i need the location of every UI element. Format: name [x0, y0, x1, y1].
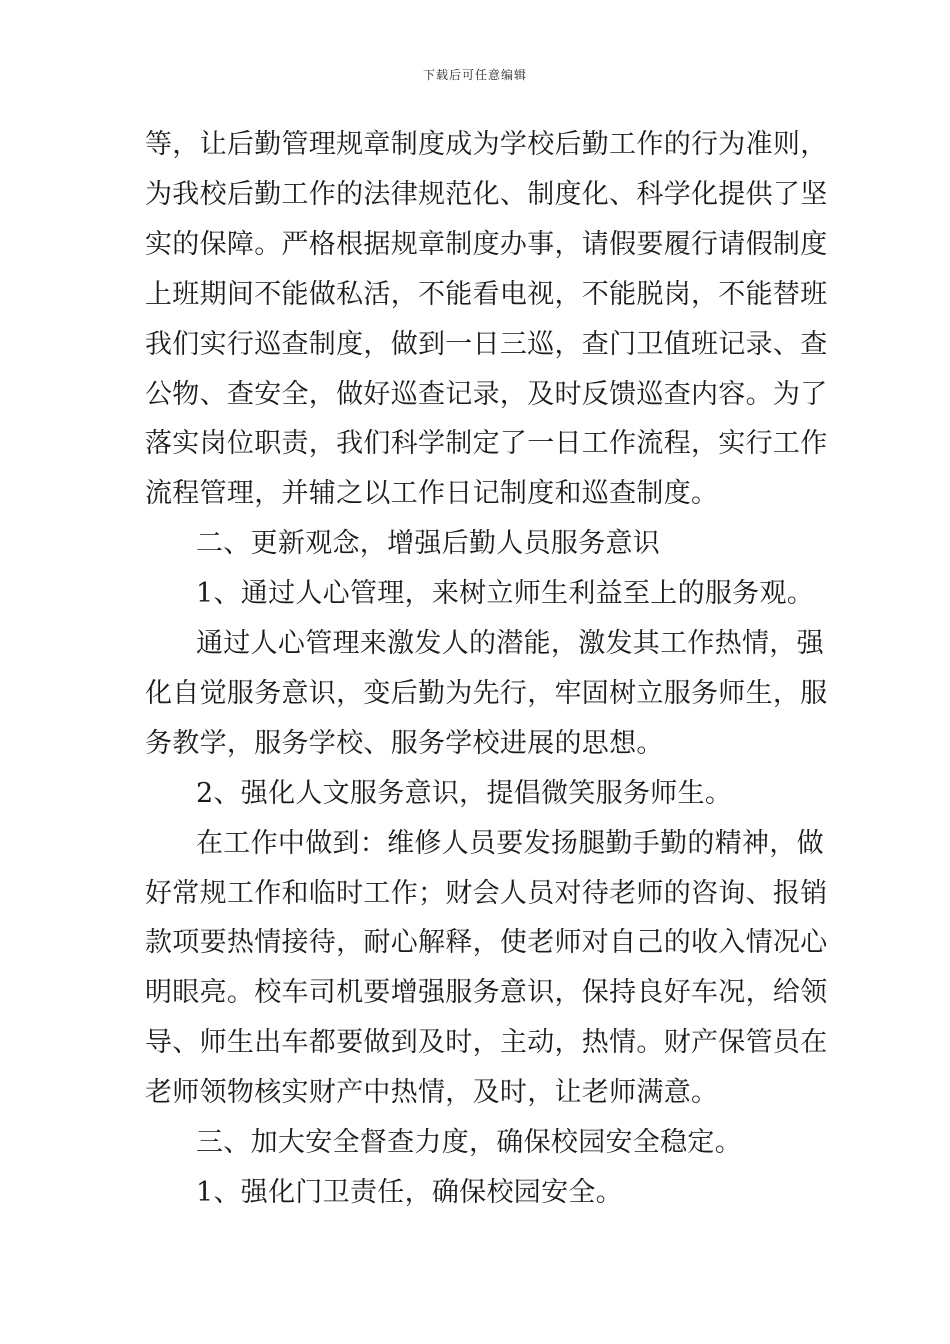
page-header: 下载后可任意编辑 — [422, 68, 527, 82]
text-line: 1、强化门卫责任，确保校园安全。 — [196, 1176, 623, 1208]
text-line: 落实岗位职责，我们科学制定了一日工作流程，实行工作 — [145, 428, 828, 460]
text-line: 等，让后勤管理规章制度成为学校后勤工作的行为准则， — [145, 129, 828, 160]
text-line: 二、更新观念，增强后勤人员服务意识 — [196, 528, 661, 560]
text-line: 为我校后勤工作的法律规范化、制度化、科学化提供了坚 — [145, 178, 828, 210]
text-line: 化自觉服务意识，变后勤为先行，牢固树立服务师生，服 — [145, 677, 828, 709]
text-line: 务教学，服务学校、服务学校进展的思想。 — [145, 727, 664, 759]
text-line: 1、通过人心管理，来树立师生利益至上的服务观。 — [196, 578, 815, 610]
text-line: 我们实行巡查制度，做到一日三巡，查门卫值班记录、查 — [145, 328, 828, 360]
text-line: 明眼亮。校车司机要增强服务意识，保持良好车况，给领 — [145, 977, 828, 1009]
text-line: 款项要热情接待，耐心解释，使老师对自己的收入情况心 — [145, 927, 828, 959]
text-line: 三、加大安全督查力度，确保校园安全稳定。 — [196, 1127, 742, 1158]
text-line: 老师领物核实财产中热情，及时，让老师满意。 — [145, 1077, 719, 1109]
text-line: 公物、查安全，做好巡查记录，及时反馈巡查内容。为了 — [145, 378, 828, 410]
text-line: 导、师生出车都要做到及时，主动，热情。财产保管员在 — [145, 1027, 828, 1059]
text-line: 流程管理，并辅之以工作日记制度和巡查制度。 — [145, 478, 719, 510]
text-line: 实的保障。严格根据规章制度办事，请假要履行请假制度 — [145, 228, 828, 260]
text-line: 在工作中做到：维修人员要发扬腿勤手勤的精神，做 — [196, 827, 824, 859]
text-line: 2、强化人文服务意识，提倡微笑服务师生。 — [196, 777, 733, 809]
text-line: 上班期间不能做私活，不能看电视，不能脱岗，不能替班 — [145, 278, 828, 310]
text-line: 通过人心管理来激发人的潜能，激发其工作热情，强 — [196, 628, 824, 659]
text-line: 好常规工作和临时工作；财会人员对待老师的咨询、报销 — [145, 877, 828, 909]
